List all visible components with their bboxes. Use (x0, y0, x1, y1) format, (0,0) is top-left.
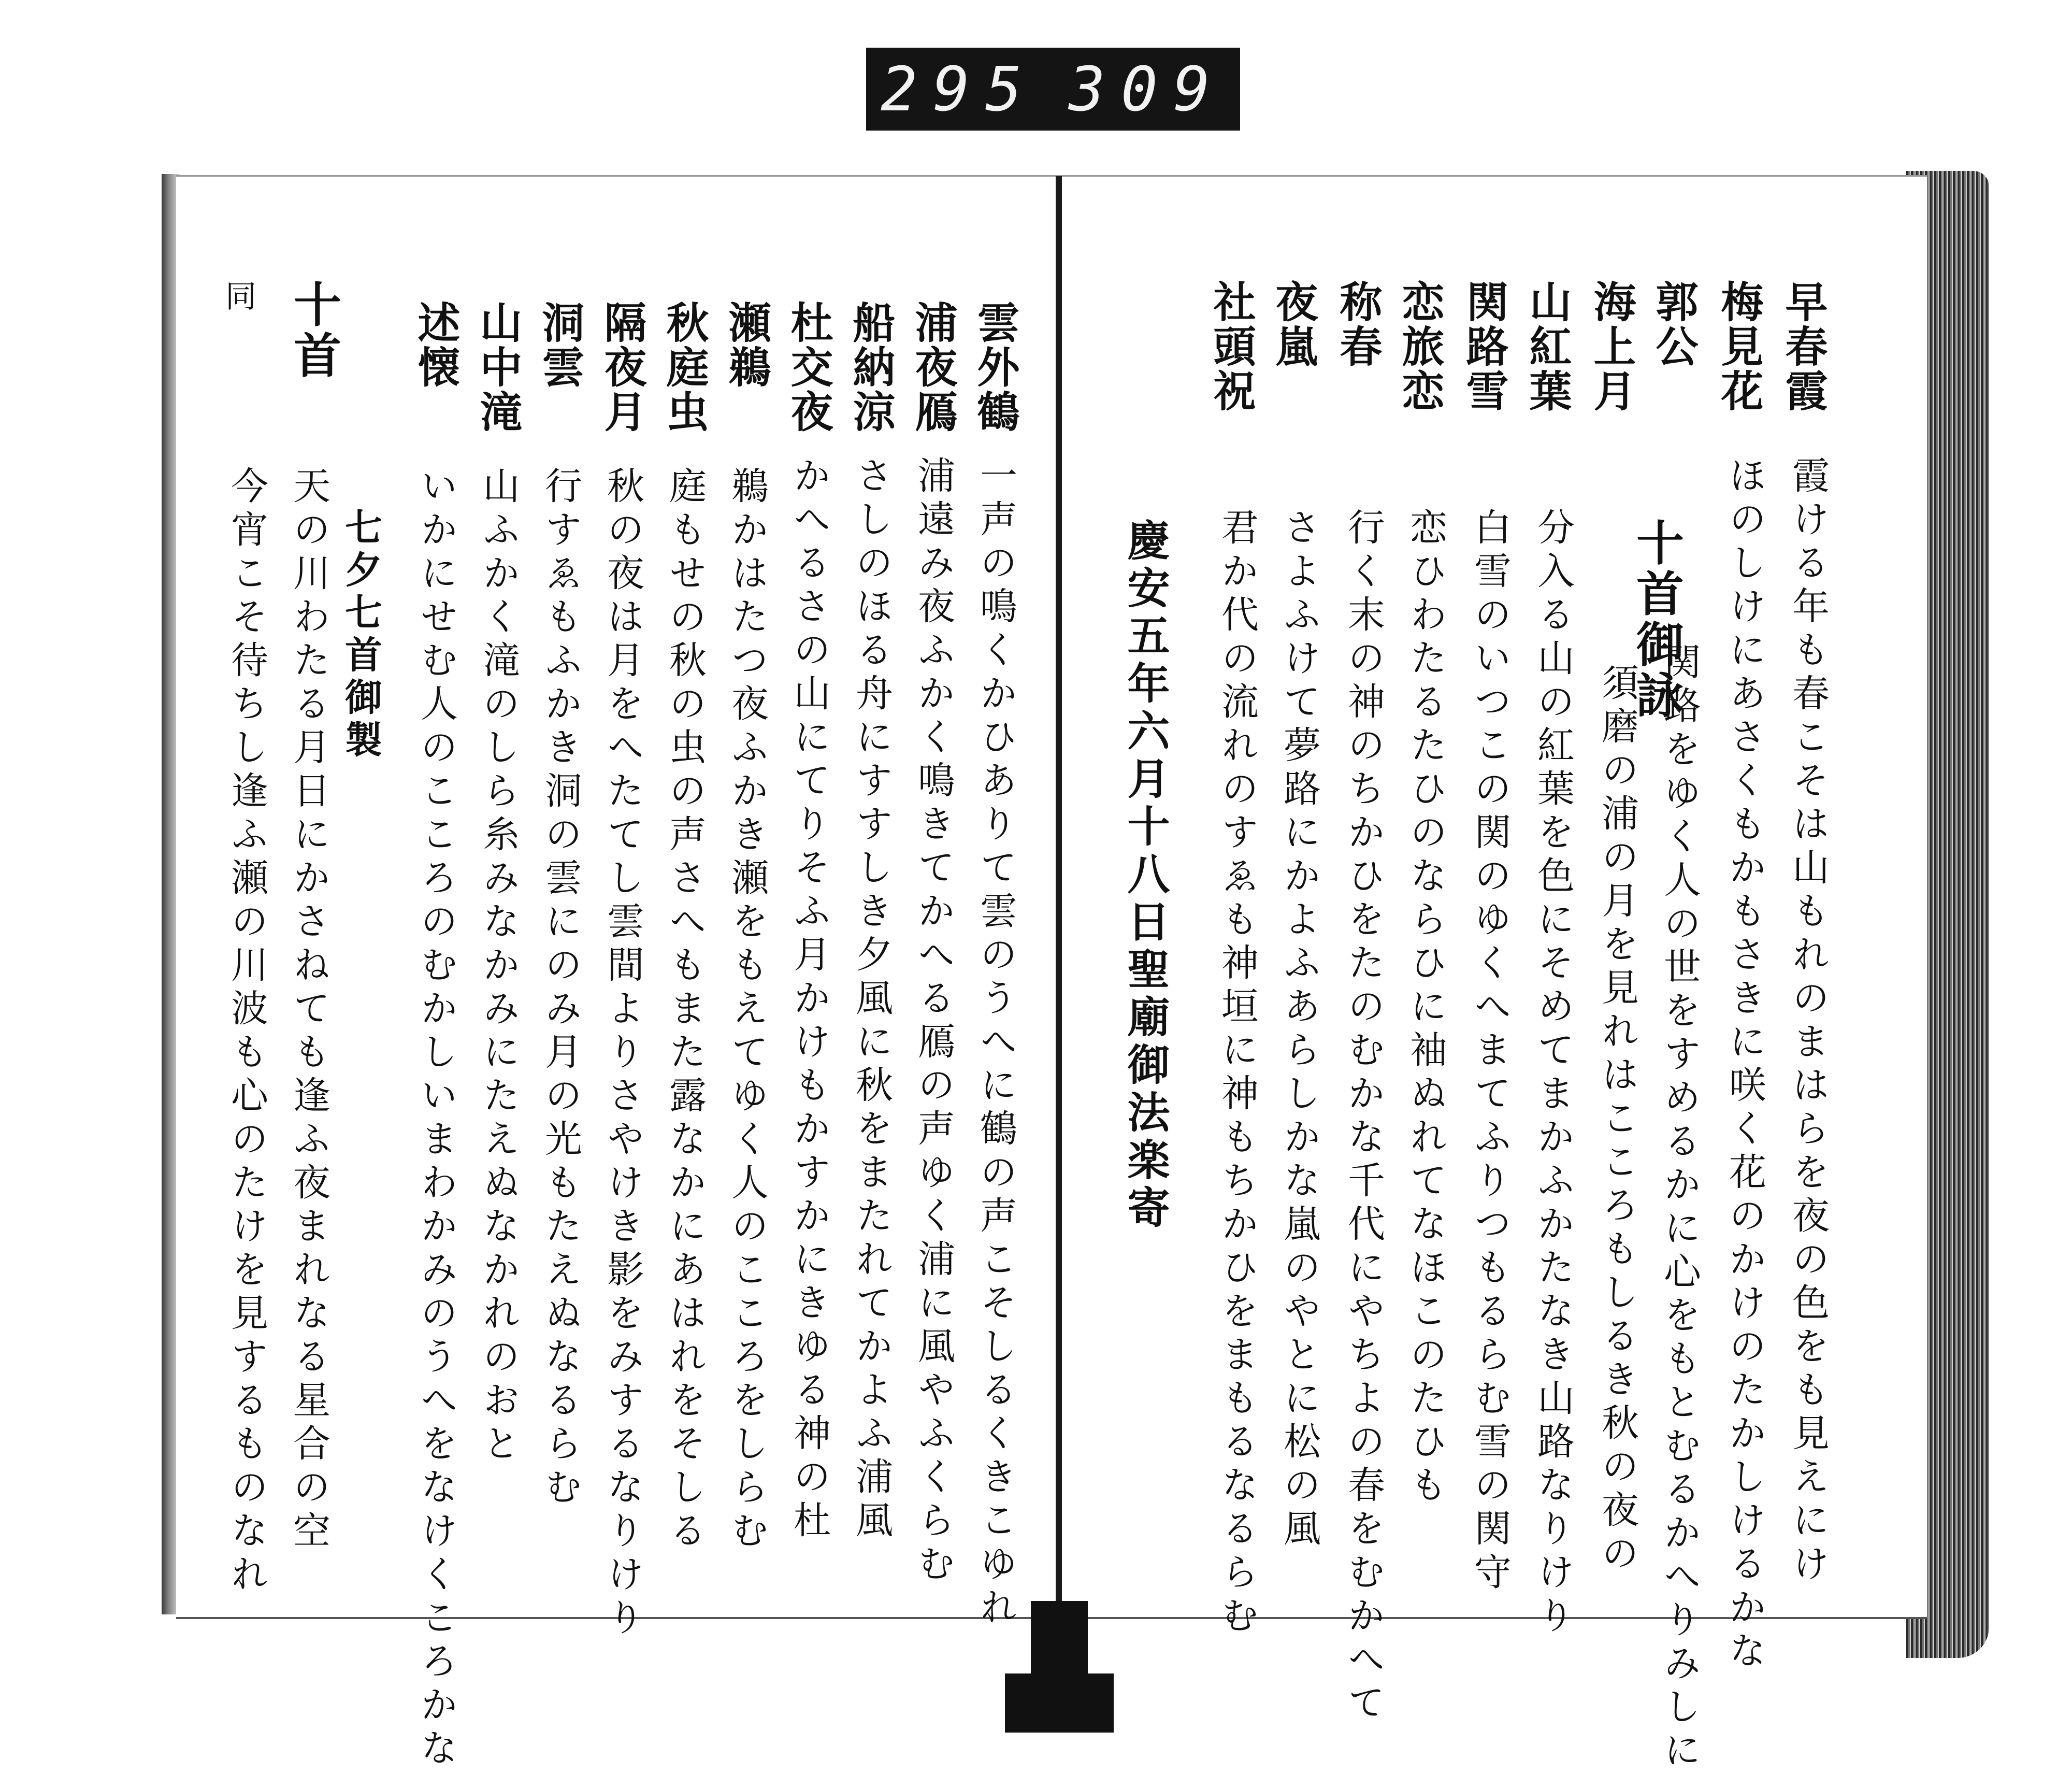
lp-sub-poem-2: 今宵こそ待ちし逢ふ瀬の川波も心のたけを見するものなれ (225, 466, 268, 1598)
rp-topic-9: 夜嵐 (1269, 280, 1318, 369)
rp-title: 十首御詠 (1629, 518, 1685, 721)
lp-topic-1: 雲外鶴 (970, 301, 1020, 434)
lp-topic-2: 浦夜鴈 (908, 301, 958, 434)
lp-poem-4: かへるさの山にてりそふ月かけもかすかにきゆる神の杜 (787, 456, 831, 1544)
lp-poem-8: 行すゑもふかき洞の雲にのみ月の光もたえぬなるらむ (539, 466, 582, 1511)
rp-date-line: 慶安五年六月十八日聖廟御法楽寄 (1120, 518, 1170, 1233)
lp-sub-poem-1: 天の川わたる月日にかさねても逢ふ夜まれなる星合の空 (287, 466, 330, 1554)
lp-poem-1: 一声の鳴くかひありて雲のうへに鶴の声こそしるくきこゆれ (974, 456, 1017, 1631)
lp-subtitle: 七夕七首御製 (339, 508, 383, 763)
lp-poem-6: 庭もせの秋の虫の声さへもまた露なかにあはれをそしる (663, 466, 707, 1554)
rp-topic-1: 早春霞 (1778, 280, 1828, 413)
lp-poem-2: 浦遠み夜ふかく鳴きてかへる鴈の声ゆく浦に風やふくらむ (912, 456, 955, 1587)
lp-topic-3: 船納涼 (846, 301, 896, 434)
rp-poem-6: 白雪のいつこの関のゆくへまてふりつもるらむ雪の関守 (1468, 508, 1512, 1596)
rp-topic-5: 山紅葉 (1522, 280, 1572, 413)
rp-topic-2: 梅見花 (1714, 280, 1764, 413)
rp-poem-9: さよふけて夢路にかよふあらしかな嵐のやとに松の風 (1277, 508, 1321, 1552)
rp-poem-7: 恋ひわたるたひのならひに袖ぬれてなほこのたひも (1404, 508, 1447, 1509)
rp-poem-2: ほのしけにあさくもかもさきに咲く花のかけのたかしけるかな (1723, 456, 1766, 1675)
rp-topic-6: 関路雪 (1459, 280, 1509, 413)
lp-topic-10: 述懐 (411, 301, 461, 390)
rp-poem-1: 霞ける年も春こそは山もれのまはらを夜の色をも見えにけ (1786, 456, 1830, 1587)
lp-poem-3: さしのほる舟にすすしき夕風に秋をまたれてかよふ浦風 (850, 456, 893, 1544)
book-spine (1056, 176, 1062, 1622)
lp-topic-4: 杜交夜 (784, 301, 833, 434)
lp-poem-10: いかにせむ人のこころのむかしいまわかみのうへをなけくころかな (414, 466, 458, 1772)
lp-side-note: 同 (220, 280, 256, 315)
lp-side-title: 十首 (286, 280, 342, 381)
lp-poem-5: 鵜かはたつ夜ふかき瀬をもえてゆく人のこころをしらむ (725, 466, 769, 1554)
lp-topic-8: 洞雲 (535, 301, 585, 390)
rp-poem-5: 分入る山の紅葉を色にそめてまかふかたなき山路なりけり (1531, 508, 1575, 1639)
frame-counter (866, 48, 1240, 131)
rp-topic-7: 恋旅恋 (1395, 280, 1445, 413)
rp-topic-10: 社頭祝 (1206, 280, 1256, 413)
lp-poem-7: 秋の夜は月をへたてし雲間よりさやけき影をみするなりけり (601, 466, 644, 1641)
lp-topic-9: 山中滝 (473, 301, 523, 434)
lp-topic-7: 隔夜月 (597, 301, 647, 434)
spine-clip (1031, 1601, 1088, 1733)
rp-topic-3: 郭公 (1649, 280, 1699, 369)
rp-topic-8: 称春 (1333, 280, 1383, 369)
rp-poem-10: 君か代の流れのすゑも神垣に神もちかひをまもるなるらむ (1215, 508, 1259, 1639)
lp-poem-9: 山ふかく滝のしら糸みなかみにたえぬなかれのおと (477, 466, 520, 1467)
rp-topic-4: 海上月 (1587, 280, 1636, 413)
rp-poem-3: 関路をゆく人の世をすめるかに心をもとむるかへりみしに (1658, 642, 1701, 1774)
frame-number-left: 295 (881, 53, 1038, 125)
rp-poem-4: 須磨の浦の月を見れはこころもしるき秋の夜の (1595, 663, 1639, 1577)
frame-number-right: 309 (1068, 53, 1226, 125)
rp-poem-8: 行く末の神のちかひをたのむかな千代にやちよの春をむかへて (1342, 508, 1385, 1726)
lp-topic-6: 秋庭虫 (659, 301, 709, 434)
lp-topic-5: 瀬鵜 (722, 301, 771, 390)
